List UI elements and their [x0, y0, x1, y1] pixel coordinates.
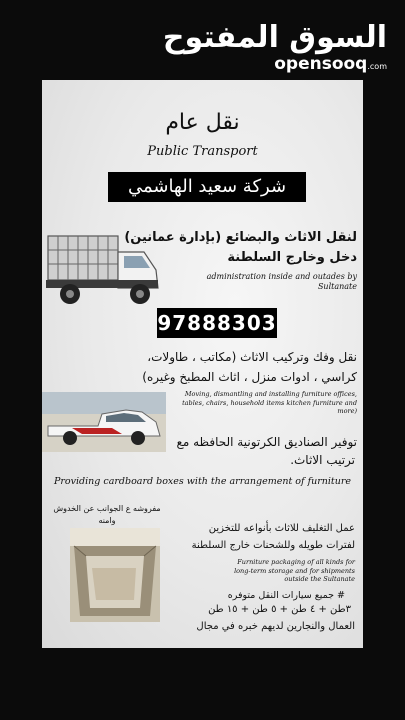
covered-truck-bed-image [70, 528, 160, 622]
service-line-2: دخل وخارج السلطنة [227, 250, 357, 265]
boxes-line-1: توفير الصناديق الكرتونية الحافظه مع [176, 435, 357, 449]
fleet-line-1: # جميع سيارات النقل متوفره [227, 590, 345, 601]
assembly-line-1: نقل وفك وتركيب الاثاث (مكاتب ، طاولات، [147, 350, 357, 364]
flyer-title-arabic: نقل عام [165, 110, 240, 135]
fleet-line-2: ٣طن + ٤ طن + ٥ طن + ١٥ طن [208, 604, 351, 615]
pickup-truck-image [42, 392, 166, 452]
service-line-1: لنقل الاثاث والبضائع (بإدارة عمانين) [124, 230, 357, 245]
boxes-english: Providing cardboard boxes with the arrangement of furniture [54, 476, 351, 487]
covered-bed-caption: مفروشه ع الجوانب عن الخدوش وامنه [53, 504, 161, 525]
opensooq-watermark [163, 20, 387, 77]
service-english: administration inside and outades by Sultanate [206, 272, 357, 291]
assembly-english: Moving, dismantling and installing furniture offices, tables, chairs, household items kitchen furniture and more) [182, 390, 357, 415]
watermark-brand-name: opensooq [274, 54, 368, 74]
company-name-banner: شركة سعيد الهاشمي [108, 172, 306, 202]
phone-number-banner[interactable]: 97888303 [157, 308, 277, 338]
watermark-brand-tld: .com [367, 62, 387, 71]
packaging-line-1: عمل التغليف للاثاث بأنواعه للتخزين [208, 523, 355, 534]
assembly-line-2: كراسي ، ادوات منزل ، اثاث المطبخ وغيره) [142, 370, 357, 384]
fleet-line-3: العمال والنجارين لديهم خبره في مجال [196, 621, 355, 632]
packaging-english: Furniture packaging of all kinds for long-term storage and for shipments outside the Sultanate [234, 558, 355, 583]
flyer-title-english: Public Transport [147, 144, 258, 159]
watermark-brand-english [163, 54, 387, 77]
packaging-line-2: لفترات طويله وللشحنات خارج السلطنة [191, 540, 355, 551]
boxes-line-2: ترتيب الاثاث. [290, 453, 355, 467]
advertisement-flyer[interactable] [42, 80, 363, 648]
watermark-brand-arabic: السوق المفتوح [162, 20, 387, 55]
